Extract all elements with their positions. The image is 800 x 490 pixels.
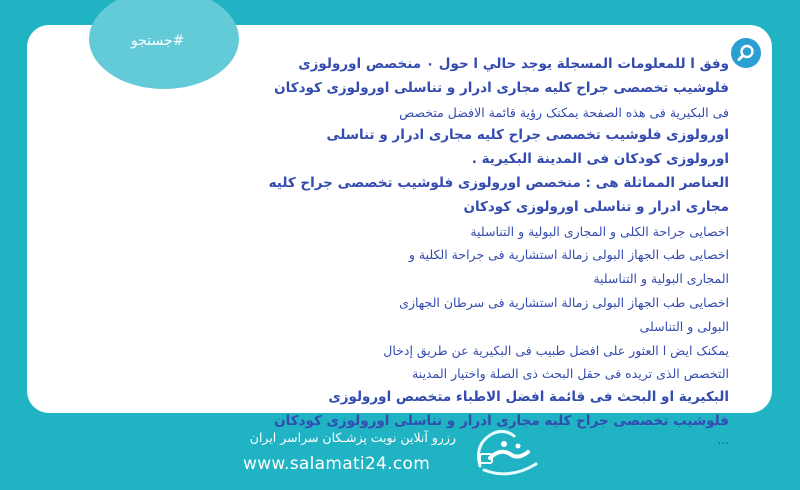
ellipsis: ... [717,432,729,447]
text-line: اخصایی طب الجهاز البولی زمالة استشاریة فی سرطان الجهازی [399,294,729,310]
text-line: فی البکیریة فی هذه الصفحة یمکنک رؤیة قائمة الافضل متخصص [399,104,729,120]
text-line: وفق ا للمعلومات المسجلة يوجد حالي ا حول ٠ منخصص اورولوزی [298,56,729,72]
search-icon [736,43,756,63]
text-line: البکیریة او البحث فی قائمة افضل الاطباء متخصص اورولوزی [328,389,729,406]
search-tag-label[interactable]: #جستجو [131,33,185,49]
salamati-logo-icon [470,424,545,484]
text-line: فلوشیب تخصصی جراح کلیه مجاری ادرار و تناسلی اورولوزی کودکان [274,79,729,96]
text-line: البولی و التناسلی [639,318,729,334]
footer-tagline: رزرو آنلاین نوبت پزشـکان سراسر ایران [249,430,456,445]
text-line: اخصایی طب الجهاز البولی زمالة استشاریة فی جراحة الکلیة و [408,247,729,263]
text-line: یمکنک ایض ا العثور علی افضل طبیب فی البکیریة عن طریق إدخال [383,342,729,358]
text-line: مجاری ادرار و تناسلی اورولوزی کودکان [463,198,729,215]
text-line: فلوشیب تخصصی جراح کلیه مجاری ادرار و تناسلی اورولوزی کودکان [274,412,729,429]
article-text [89,53,729,446]
text-line: اورولوزی کودکان فی المدینة البکیریة . [471,151,729,168]
text-line: التخصص الذی تریده فی حقل البحث ذی الصلة واختیار المدینة [412,366,729,382]
search-button[interactable] [731,38,761,68]
text-line: العناصر المماثلة هی : منخصص اورولوزی فلوشیب تخصصی جراح کلیه [268,174,729,191]
text-line: المجاری البولیة و التناسلیة [593,271,729,287]
text-line: اورولوزی فلوشیب تخصصی جراح کلیه مجاری ادرار و تناسلی [326,127,729,144]
text-line: اخصایی جراحة الکلی و المجاری البولیة و التناسلیة [470,223,729,239]
footer-url-link[interactable]: www.salamati24.com [243,454,431,474]
